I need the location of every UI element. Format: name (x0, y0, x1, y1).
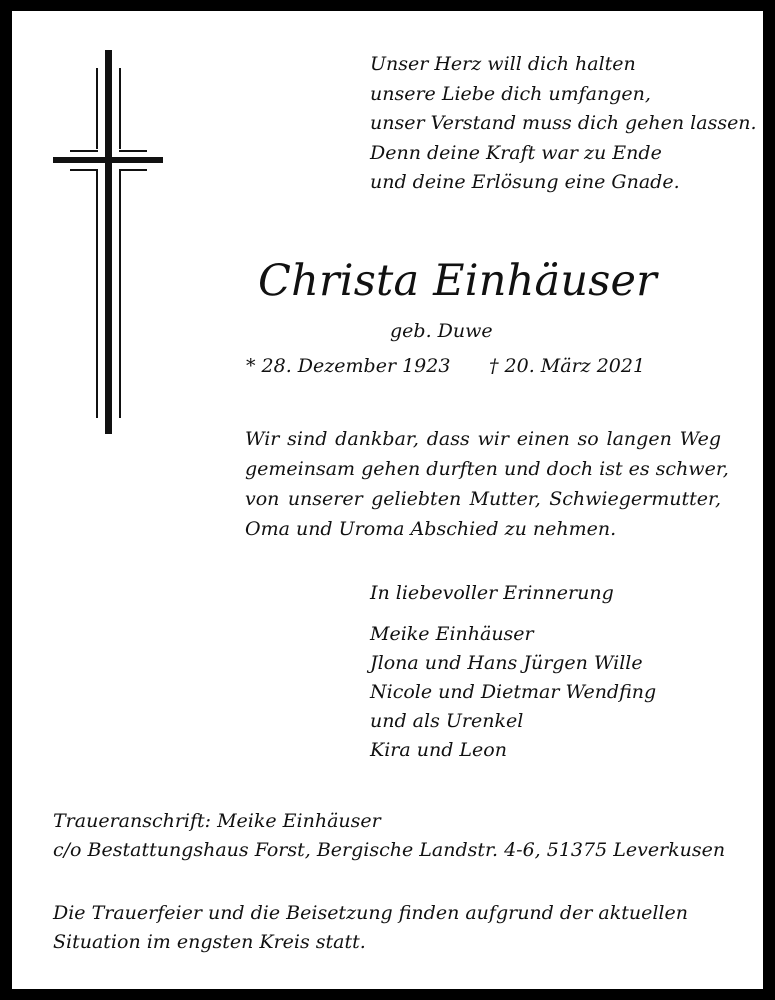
poem (370, 50, 757, 198)
death-date: † 20. März 2021 (489, 355, 646, 377)
mourning-address (53, 807, 725, 865)
mourner-name: Nicole und Dietmar Wendfing (370, 681, 657, 703)
remembrance-intro: In liebevoller Erinnerung (370, 582, 614, 604)
message-line: von unserer geliebten Mutter, Schwiegermutter, (245, 488, 721, 510)
poem-line: unsere Liebe dich umfangen, (370, 82, 651, 105)
poem-line: Denn deine Kraft war zu Ende (370, 141, 662, 164)
message-paragraph (245, 424, 729, 544)
address-line: Traueranschrift: Meike Einhäuser (53, 810, 381, 832)
message-line: Wir sind dankbar, dass wir einen so langen Weg (245, 428, 721, 450)
funeral-notice (53, 899, 688, 957)
poem-line: unser Verstand muss dich gehen lassen. (370, 112, 757, 134)
maiden-name: geb. Duwe (390, 320, 493, 342)
address-line: c/o Bestattungshaus Forst, Bergische Landstr. 4-6, 51375 Leverkusen (53, 839, 726, 861)
mourner-name: Kira und Leon (370, 739, 507, 761)
mourner-name: und als Urenkel (370, 710, 524, 732)
birth-date: * 28. Dezember 1923 (246, 355, 451, 377)
mourners-list (370, 620, 656, 765)
mourner-name: Jlona und Hans Jürgen Wille (370, 652, 643, 674)
poem-line: und deine Erlösung eine Gnade. (370, 171, 680, 193)
poem-line: Unser Herz will dich halten (370, 53, 636, 75)
notice-line: Situation im engsten Kreis statt. (53, 931, 366, 953)
message-line: Oma und Uroma Abschied zu nehmen. (245, 518, 617, 540)
mourner-name: Meike Einhäuser (370, 623, 534, 645)
deceased-name: Christa Einhäuser (258, 256, 657, 306)
notice-line: Die Trauerfeier und die Beisetzung finden aufgrund der aktuellen (53, 902, 688, 924)
message-line: gemeinsam gehen durften und doch ist es schwer, (245, 458, 729, 480)
